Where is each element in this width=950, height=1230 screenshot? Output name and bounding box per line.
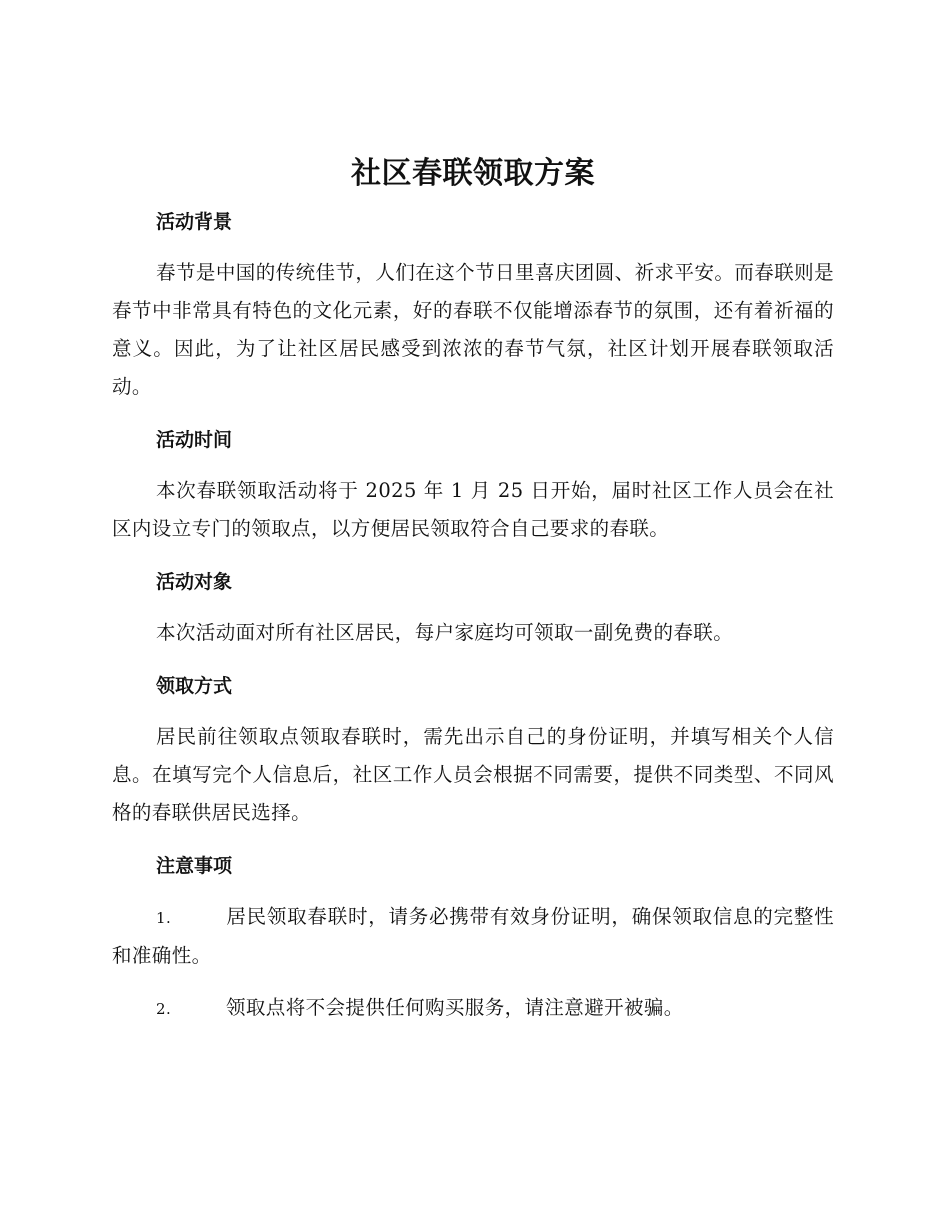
section-heading-time: 活动时间 xyxy=(156,429,233,451)
section-heading-notes: 注意事项 xyxy=(156,855,233,877)
list-item xyxy=(112,898,834,975)
document-content xyxy=(112,146,834,1028)
list-item-number: 1. xyxy=(156,909,172,927)
list-item-number: 2. xyxy=(156,1000,172,1018)
list-item xyxy=(112,989,834,1028)
section-heading-audience: 活动对象 xyxy=(156,571,233,593)
section-paragraph-method: 居民前往领取点领取春联时，需先出示自己的身份证明，并填写相关个人信息。在填写完个人信息后，社区工作人员会根据不同需要，提供不同类型、不同风格的春联供居民选择。 xyxy=(112,725,834,824)
section-paragraph-audience: 本次活动面对所有社区居民，每户家庭均可领取一副免费的春联。 xyxy=(156,621,734,644)
section-heading-background: 活动背景 xyxy=(156,211,233,233)
list-item-text: 居民领取春联时，请务必携带有效身份证明，确保领取信息的完整性和准确性。 xyxy=(112,905,834,967)
document-title: 社区春联领取方案 xyxy=(351,156,595,191)
list-item-text: 领取点将不会提供任何购买服务，请注意避开被骗。 xyxy=(226,996,684,1019)
section-paragraph-time: 本次春联领取活动将于 2025 年 1 月 25 日开始，届时社区工作人员会在社区内设立专门的领取点，以方便居民领取符合自己要求的春联。 xyxy=(112,479,834,540)
section-heading-method: 领取方式 xyxy=(156,675,233,697)
section-paragraph-background: 春节是中国的传统佳节，人们在这个节日里喜庆团圆、祈求平安。而春联则是春节中非常具有特色的文化元素，好的春联不仅能增添春节的氛围，还有着祈福的意义。因此，为了让社区居民感受到浓浓的春节气氛，社区计划开展春联领取活动。 xyxy=(112,261,834,398)
